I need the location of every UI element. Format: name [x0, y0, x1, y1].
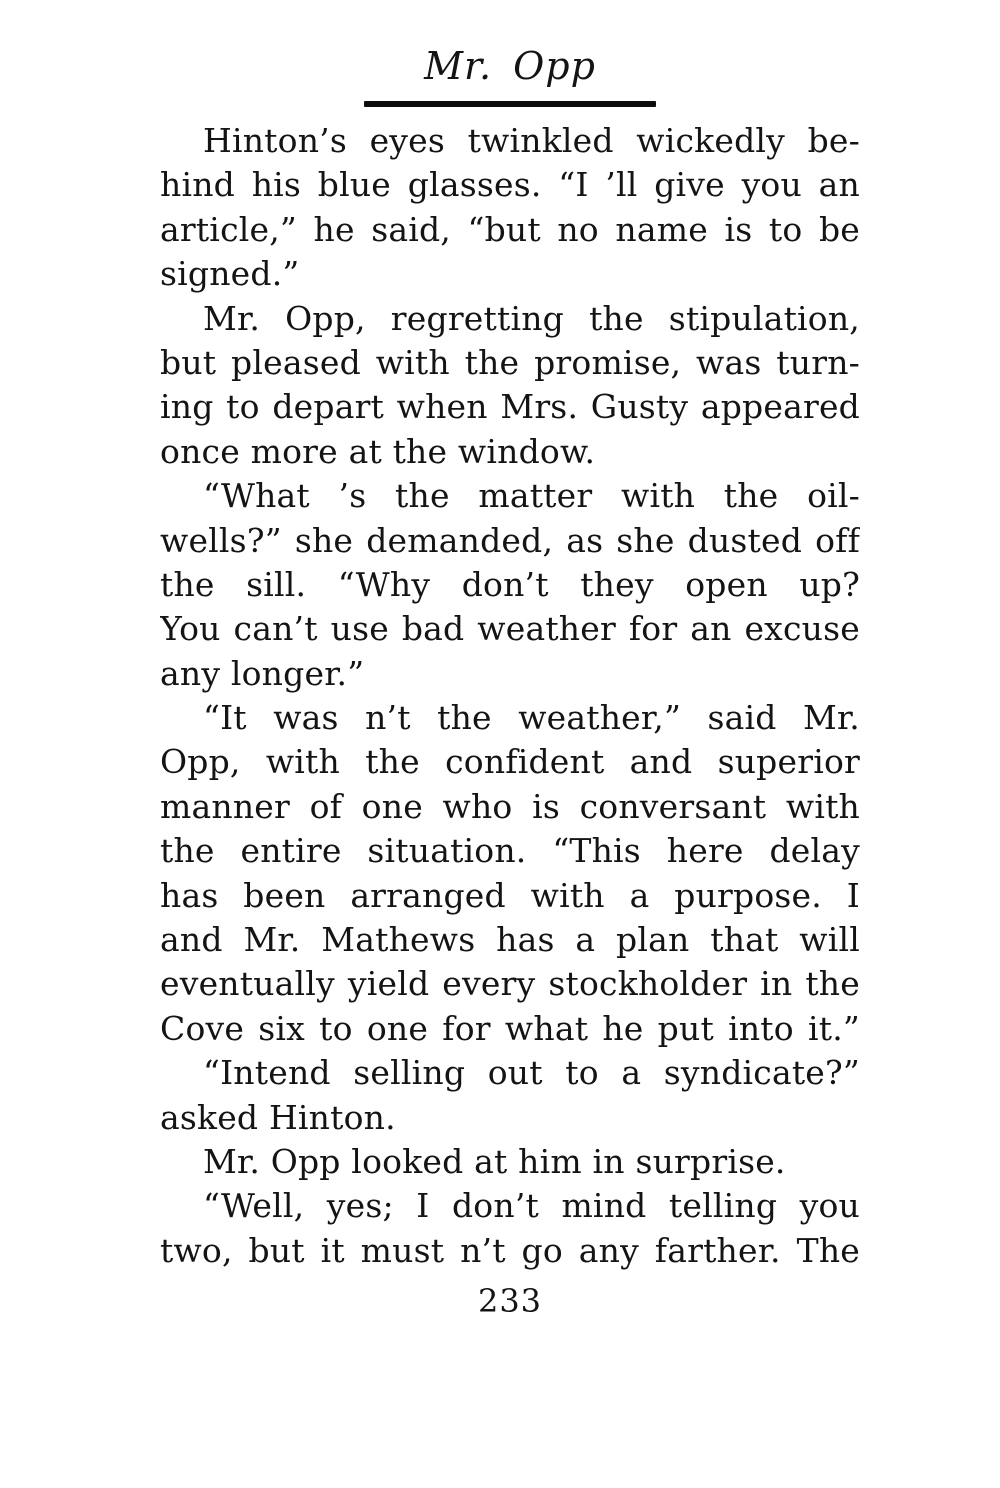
paragraph [160, 696, 860, 1051]
running-title: Mr. Opp [424, 44, 596, 88]
paragraph [160, 1140, 860, 1184]
text-line: once more at the window. [160, 431, 596, 471]
paragraph [160, 119, 860, 297]
paragraph [160, 474, 860, 696]
text-line: “It was n’t the weather,” said Mr. [203, 698, 860, 738]
text-line: has been arranged with a purpose. I [160, 875, 860, 915]
text-line: asked Hinton. [160, 1097, 396, 1137]
text-line: Hinton’s eyes twinkled wickedly be- [203, 121, 860, 160]
text-line: “Well, yes; I don’t mind telling you [203, 1186, 860, 1226]
text-line: “Intend selling out to a syndicate?” [203, 1053, 860, 1093]
text-line: manner of one who is conversant with [160, 786, 860, 826]
text-line: any longer.” [160, 653, 365, 693]
text-line: Mr. Opp, regretting the stipulation, [203, 298, 860, 338]
paragraph [160, 297, 860, 475]
text-line: Cove six to one for what he put into it.” [160, 1008, 860, 1048]
paragraph [160, 1184, 860, 1273]
paragraph [160, 1051, 860, 1140]
text-line: article,” he said, “but no name is to be [160, 209, 860, 249]
text-line: two, but it must n’t go any farther. The [160, 1230, 860, 1270]
text-line: Mr. Opp looked at him in surprise. [203, 1141, 786, 1181]
text-line: “What ’s the matter with the oil- [203, 476, 860, 516]
text-line: signed.” [160, 254, 300, 294]
text-line: You can’t use bad weather for an excuse [160, 609, 860, 649]
title-rule [364, 101, 656, 107]
text-line: Opp, with the confident and superior [160, 742, 860, 782]
page-body [160, 119, 860, 1273]
text-line: and Mr. Mathews has a plan that will [160, 920, 860, 960]
text-line: wells?” she demanded, as she dusted off [160, 520, 860, 560]
text-line: hind his blue glasses. “I ’ll give you an [160, 165, 860, 205]
page-number: 233 [477, 1282, 543, 1320]
text-line: eventually yield every stockholder in the [160, 964, 860, 1004]
text-line: ing to depart when Mrs. Gusty appeared [160, 387, 860, 427]
text-line: the sill. “Why don’t they open up? [160, 564, 860, 604]
text-line: but pleased with the promise, was turn- [160, 342, 860, 382]
text-line: the entire situation. “This here delay [160, 831, 860, 871]
